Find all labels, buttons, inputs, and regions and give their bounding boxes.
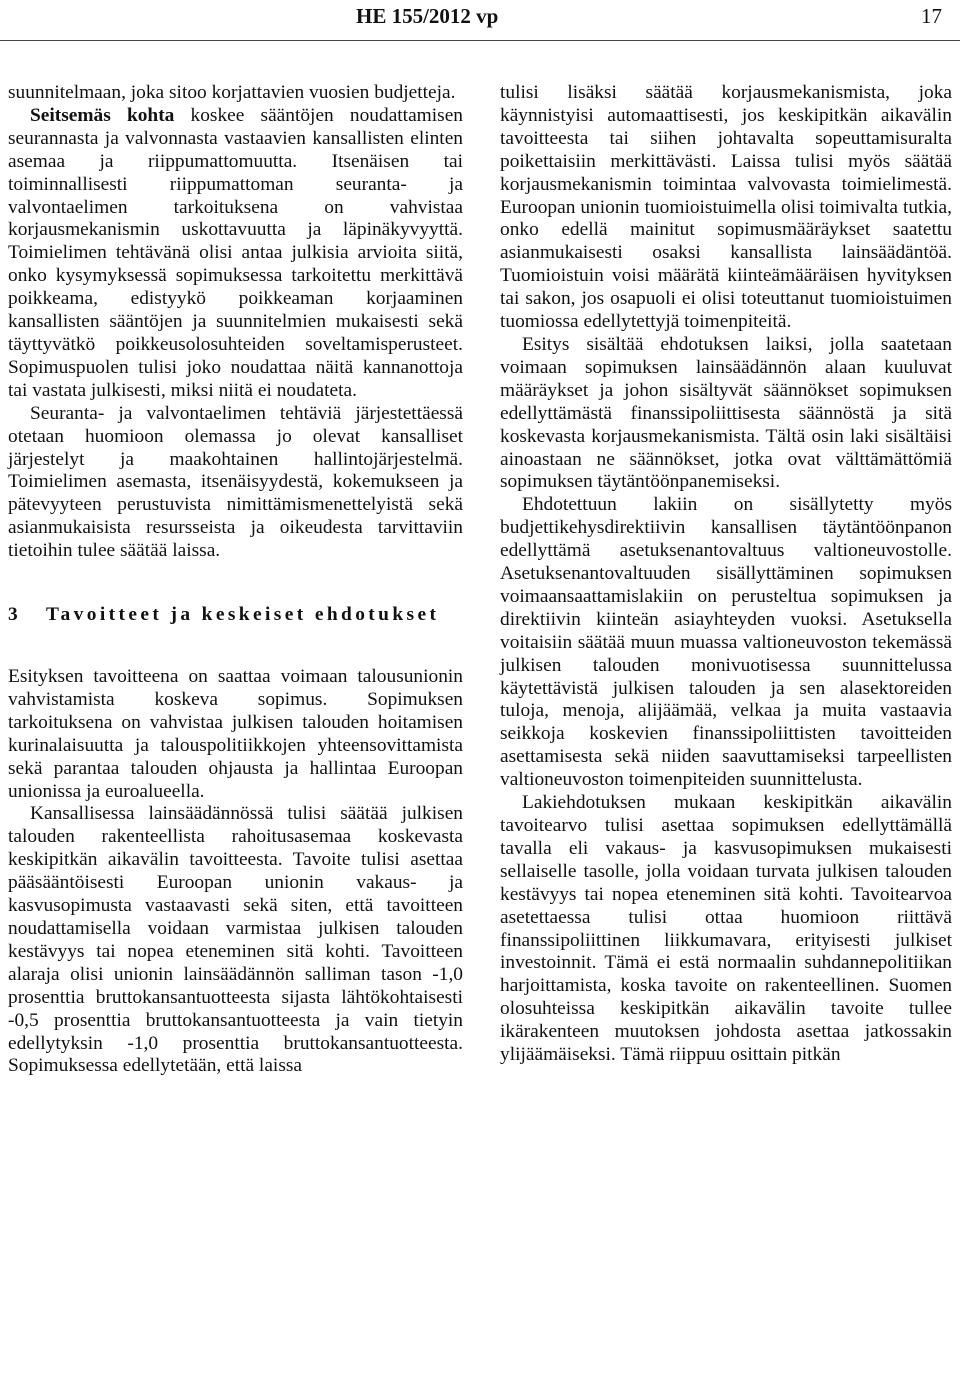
section-title: Tavoitteet ja keskeiset ehdotukset: [46, 604, 440, 626]
paragraph: [8, 105, 463, 403]
paragraph-lead: Seitsemäs kohta: [30, 104, 175, 126]
paragraph: tulisi lisäksi säätää korjausmekanismista, joka käynnistyisi automaattisesti, jos keskipitkän aikavälin tavoitteesta tai siihen johtavalta sopeuttamisuralta poikettaisiin merkittävästi. Laissa tulisi myös säätää korjausmekanismin toimintaa valvovasta toimielimestä. Euroopan unionin tuomioistuimella olisi toimivalta tutkia, onko edellä mainitut sopimusmääräykset saatettu asianmukaisesti osaksi kansallista lainsäädäntöä. Tuomioistuin voisi määrätä kiinteämääräisen hyvityksen tai sakon, jos osapuoli ei olisi toteuttanut tuomioistuimen tuomiossa edellytettyjä toimenpiteitä.: [500, 82, 952, 333]
right-column: [500, 82, 952, 1067]
header-rule: [0, 40, 960, 41]
paragraph: Esityksen tavoitteena on saattaa voimaan talousunionin vahvistamista koskeva sopimus. Sopimuksen tarkoituksena on vahvistaa julkisen talouden hoitamisen kurinalaisuutta ja talouspolitiikkojen yhteensovittamista sekä parantaa talouden ohjausta ja hallintaa Euroopan unionissa ja euroalueella.: [8, 666, 463, 802]
left-column: [8, 82, 463, 1078]
page-number: 17: [921, 4, 942, 28]
paragraph: Ehdotettuun lakiin on sisällytetty myös budjettikehysdirektiivin kansallisen täytäntöönpanon edellyttämä asetuksenantovaltuus valtioneuvostolle. Asetuksenantovaltuuden sisällyttäminen sopimuksen voimaansaattamislakiin on perusteltua sopimuksen ja direktiivin kiinteän asiayhteyden vuoksi. Asetuksella voitaisiin säätää muun muassa valtioneuvoston tekemässä julkisen talouden monivuotisessa suunnittelussa käytettävistä julkisen talouden ja sen alasektoreiden tuloja, menoja, alijäämää, velkaa ja muita vastaavia seikkoja koskevien finanssipoliittisten tavoitteiden asettamisesta sekä niiden saavuttamiseksi tarpeellisten valtioneuvoston toimenpiteiden suunnittelusta.: [500, 494, 952, 791]
paragraph: Lakiehdotuksen mukaan keskipitkän aikavälin tavoitearvo tulisi asettaa sopimuksen edellyttämällä tavalla eli vakaus- ja kasvusopimuksen mukaisesti sellaiselle tasolle, jolla voidaan turvata julkisen talouden kestävyys tai nopea eteneminen sitä kohti. Tavoitearvoa asetettaessa tulisi ottaa huomioon riittävä finanssipoliittinen liikkumavara, erityisesti julkiset investoinnit. Tämä ei estä normaalin suhdannepolitiikan harjoittamista, koska tavoite on rakenteellinen. Suomen olosuhteissa keskipitkän aikavälin tavoite tullee ikärakenteen muutoksen johdosta asettaa jatkossakin ylijäämäiseksi. Tämä riippuu osittain pitkän: [500, 792, 952, 1066]
paragraph: Kansallisessa lainsäädännössä tulisi säätää julkisen talouden rakenteellista rahoitusasemaa koskevasta keskipitkän aikavälin tavoitteesta. Tavoite tulisi asettaa pääsääntöisesti Euroopan unionin vakaus- ja kasvusopimusta vastaavasti sekä siten, että tavoitteen noudattamisella voidaan varmistaa julkisen talouden kestävyys tai nopea eteneminen sitä kohti. Tavoitteen alaraja olisi unionin lainsäädännön salliman tason -1,0 prosenttia bruttokansantuotteesta sijasta lähtökohtaisesti -0,5 prosenttia bruttokansantuotteesta ja vain tietyin edellytyksin -1,0 prosenttia bruttokansantuotteesta. Sopimuksessa edellytetään, että laissa: [8, 803, 463, 1077]
paragraph: suunnitelmaan, joka sitoo korjattavien vuosien budjetteja.: [8, 82, 456, 103]
section-heading: [8, 603, 463, 626]
paragraph-text: koskee sääntöjen noudattamisen seurannasta ja valvonnasta vastaavien kansallisten elinten asemaa ja riippumattomuutta. Itsenäisen tai toiminnallisesti riippumattoman seuranta- ja valvontaelimen tarkoituksena on vahvistaa korjausmekanismin uskottavuutta ja läpinäkyvyyttä. Toimielimen tehtävänä olisi antaa julkisia arvioita siitä, onko kysymyksessä sopimuksessa tarkoitettu merkittävä poikkeama, edistyykö poikkeaman korjaaminen kansallisten sääntöjen ja suunnitelmien mukaisesti sekä täyttyvätkö poikkeusolosuhteiden soveltamisperusteet. Sopimuspuolen tulisi joko noudattaa näitä kannanottoja tai vastata julkisesti, miksi niitä ei noudateta.: [8, 104, 463, 401]
document-id: HE 155/2012 vp: [356, 4, 499, 28]
paragraph: Esitys sisältää ehdotuksen laiksi, jolla saatetaan voimaan sopimuksen lainsäädännön alaan kuuluvat määräykset ja johon sisältyvät säännökset sopimuksen edellyttämästä finanssipoliittisesta säännöstä ja sitä koskevasta korjausmekanismista. Tältä osin laki sisältäisi ainoastaan ne säännökset, jotka ovat välttämättömiä sopimuksen täytäntöönpanemiseksi.: [500, 333, 952, 493]
paragraph: Seuranta- ja valvontaelimen tehtäviä järjestettäessä otetaan huomioon olemassa jo olevat kansalliset järjestelyt ja maakohtainen hallintojärjestelmä. Toimielimen asemasta, itsenäisyydestä, kokemukseen ja pätevyyteen perustuvista nimittämismenettelyistä sekä asianmukaisista resursseista ja oikeudesta tarvittaviin tietoihin tulee säätää laissa.: [8, 402, 463, 562]
section-number: 3: [8, 604, 18, 626]
page-header: [0, 4, 960, 38]
